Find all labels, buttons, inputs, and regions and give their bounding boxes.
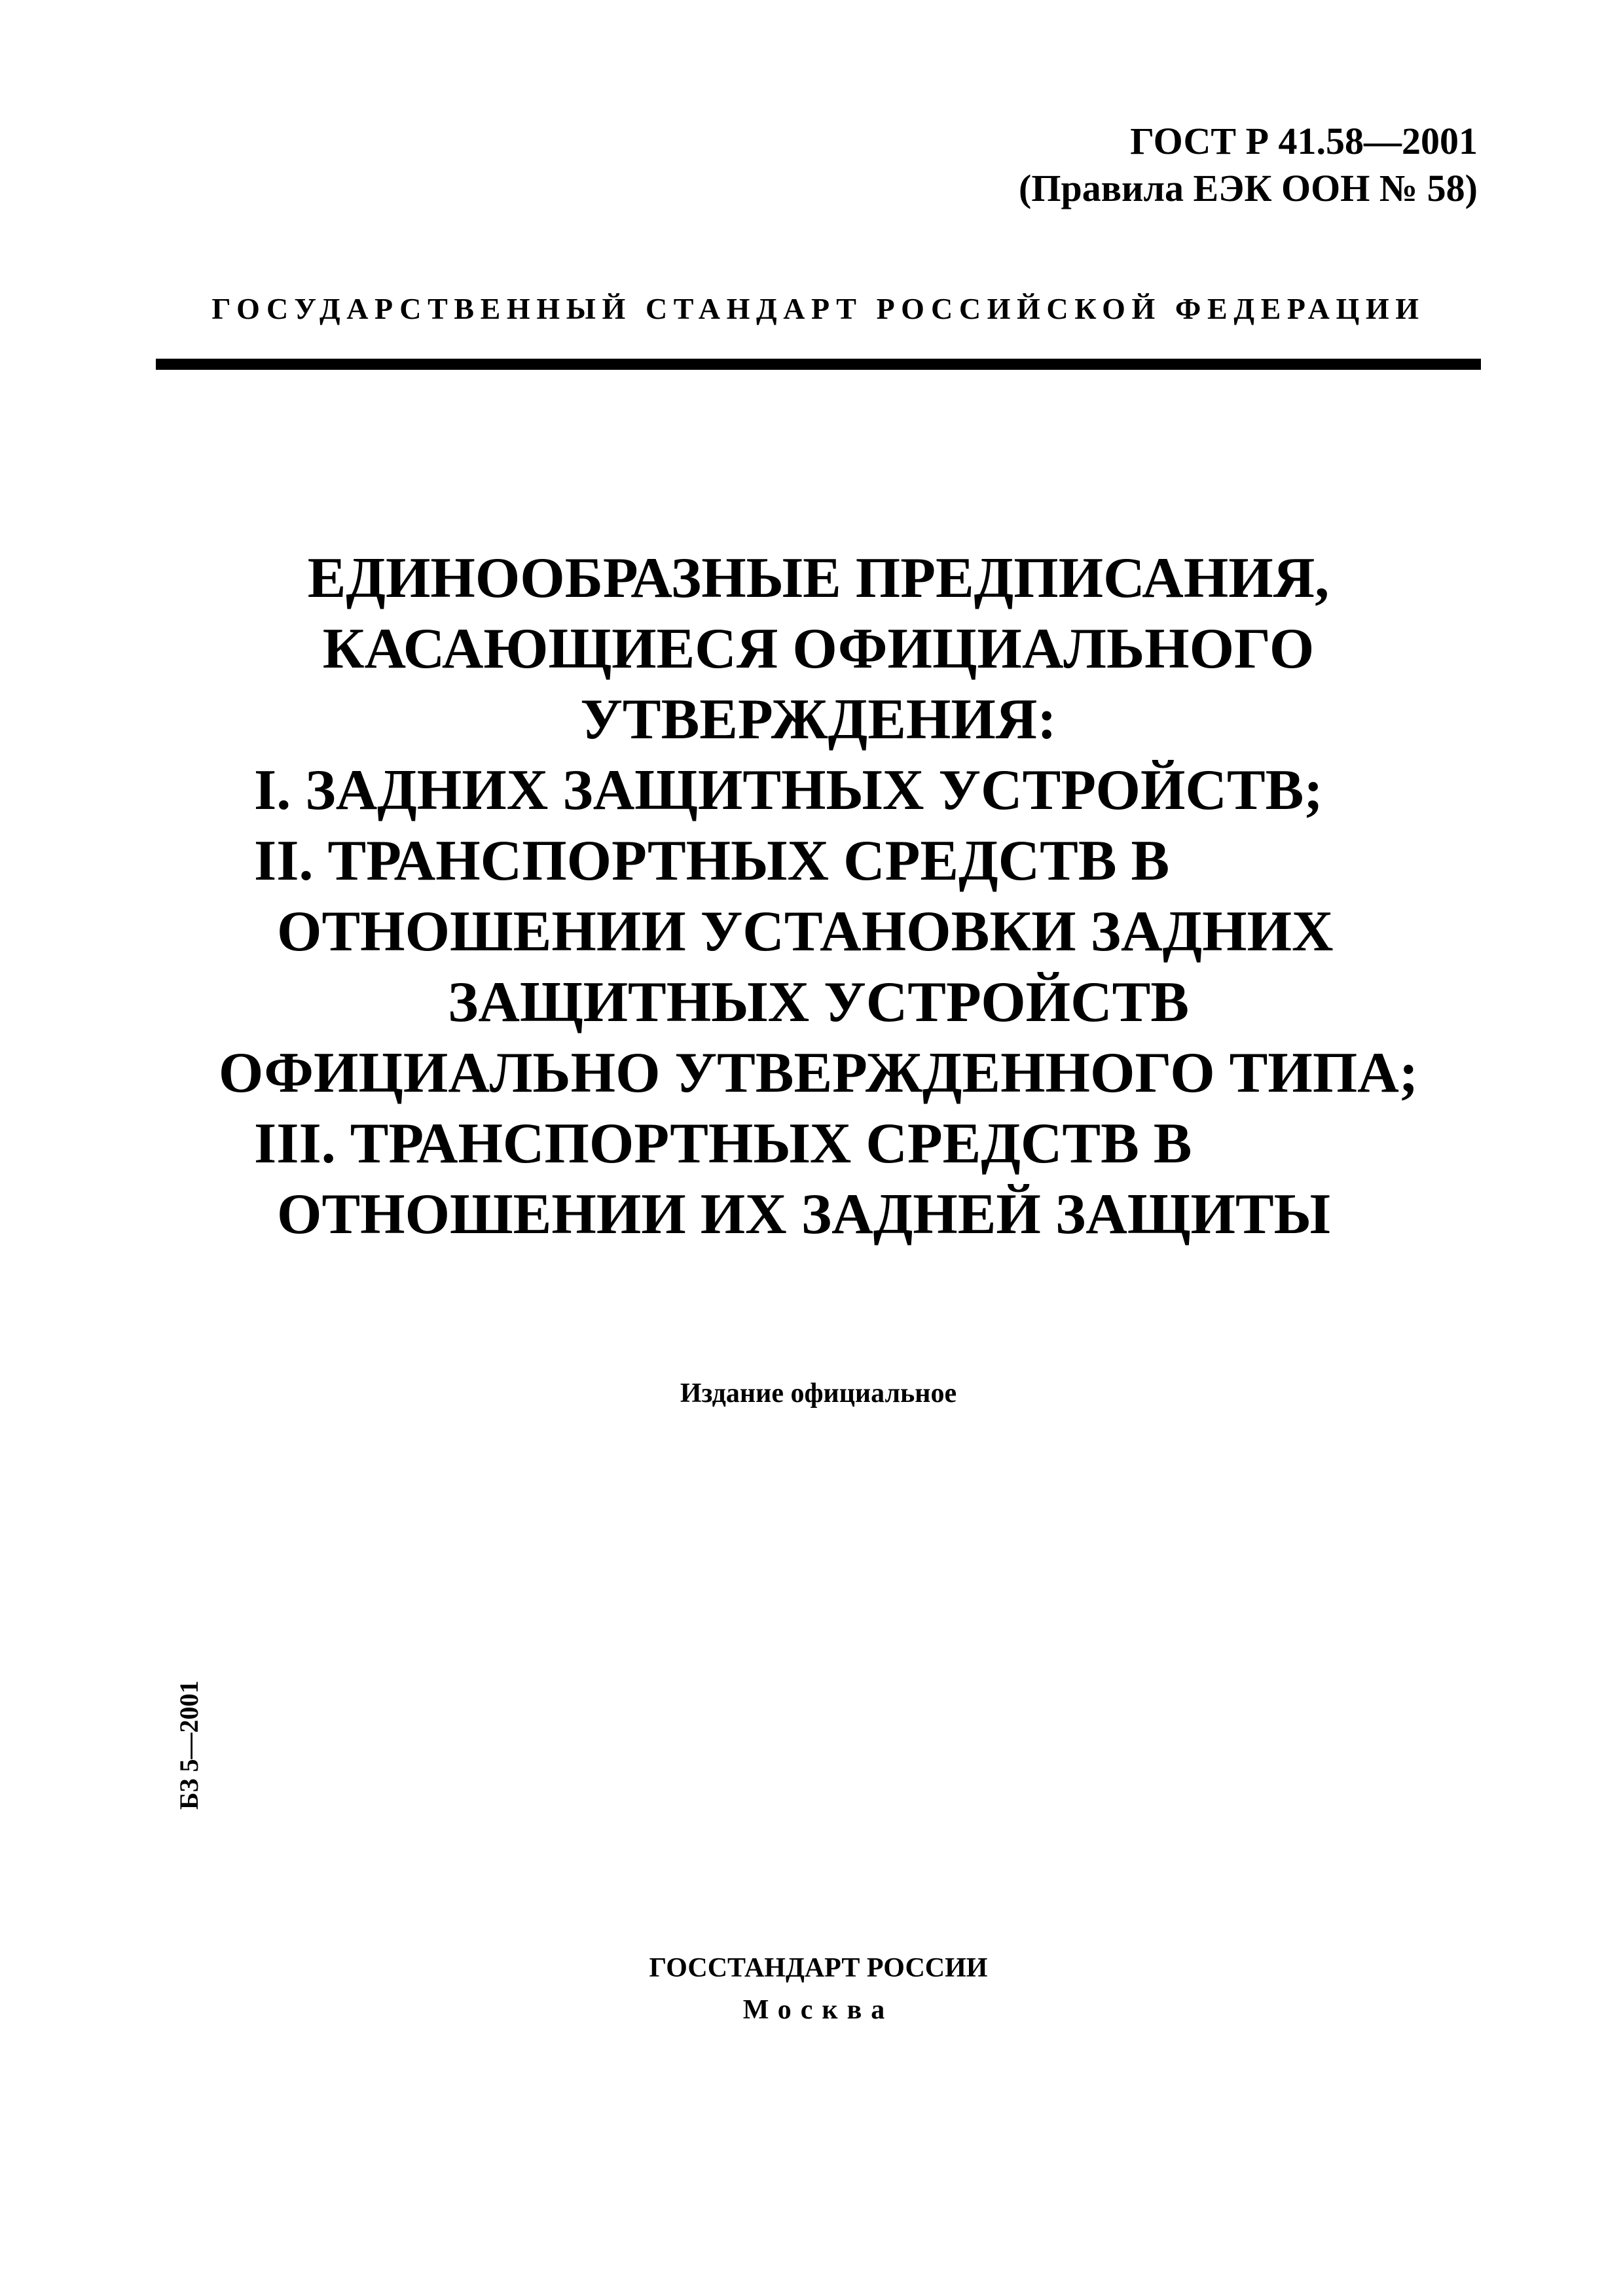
- title-line-9: III. ТРАНСПОРТНЫХ СРЕДСТВ В: [254, 1112, 1192, 1175]
- regulation-reference: (Правила ЕЭК ООН № 58): [1019, 167, 1478, 209]
- publisher-name: ГОССТАНДАРТ РОССИИ: [649, 1953, 988, 1983]
- side-code-text: БЗ 5—2001: [174, 1680, 204, 1810]
- edition-note: Издание официальное: [680, 1378, 957, 1408]
- title-line-10: ОТНОШЕНИИ ИХ ЗАДНЕЙ ЗАЩИТЫ: [277, 1183, 1331, 1246]
- publisher-city: Москва: [742, 1995, 894, 2025]
- header-codes: [1019, 118, 1478, 212]
- title-line-6: ОТНОШЕНИИ УСТАНОВКИ ЗАДНИХ: [277, 900, 1334, 963]
- title-line-8: ОФИЦИАЛЬНО УТВЕРЖДЕННОГО ТИПА;: [218, 1041, 1419, 1105]
- title-line-1: ЕДИНООБРАЗНЫЕ ПРЕДПИСАНИЯ,: [307, 547, 1330, 610]
- top-rule-divider: [156, 359, 1481, 370]
- title-line-3: УТВЕРЖДЕНИЯ:: [580, 688, 1057, 751]
- publisher: [156, 1947, 1481, 2031]
- document-title: [156, 547, 1481, 1257]
- title-line-2: КАСАЮЩИЕСЯ ОФИЦИАЛЬНОГО: [322, 617, 1315, 681]
- title-line-7: ЗАЩИТНЫХ УСТРОЙСТВ: [447, 971, 1190, 1034]
- gost-code: ГОСТ Р 41.58—2001: [1130, 120, 1478, 162]
- state-standard-line: ГОСУДАРСТВЕННЫЙ СТАНДАРТ РОССИЙСКОЙ ФЕДЕРАЦИИ: [211, 292, 1425, 325]
- title-line-5: II. ТРАНСПОРТНЫХ СРЕДСТВ В: [254, 829, 1170, 893]
- title-line-4: I. ЗАДНИХ ЗАЩИТНЫХ УСТРОЙСТВ;: [254, 759, 1323, 822]
